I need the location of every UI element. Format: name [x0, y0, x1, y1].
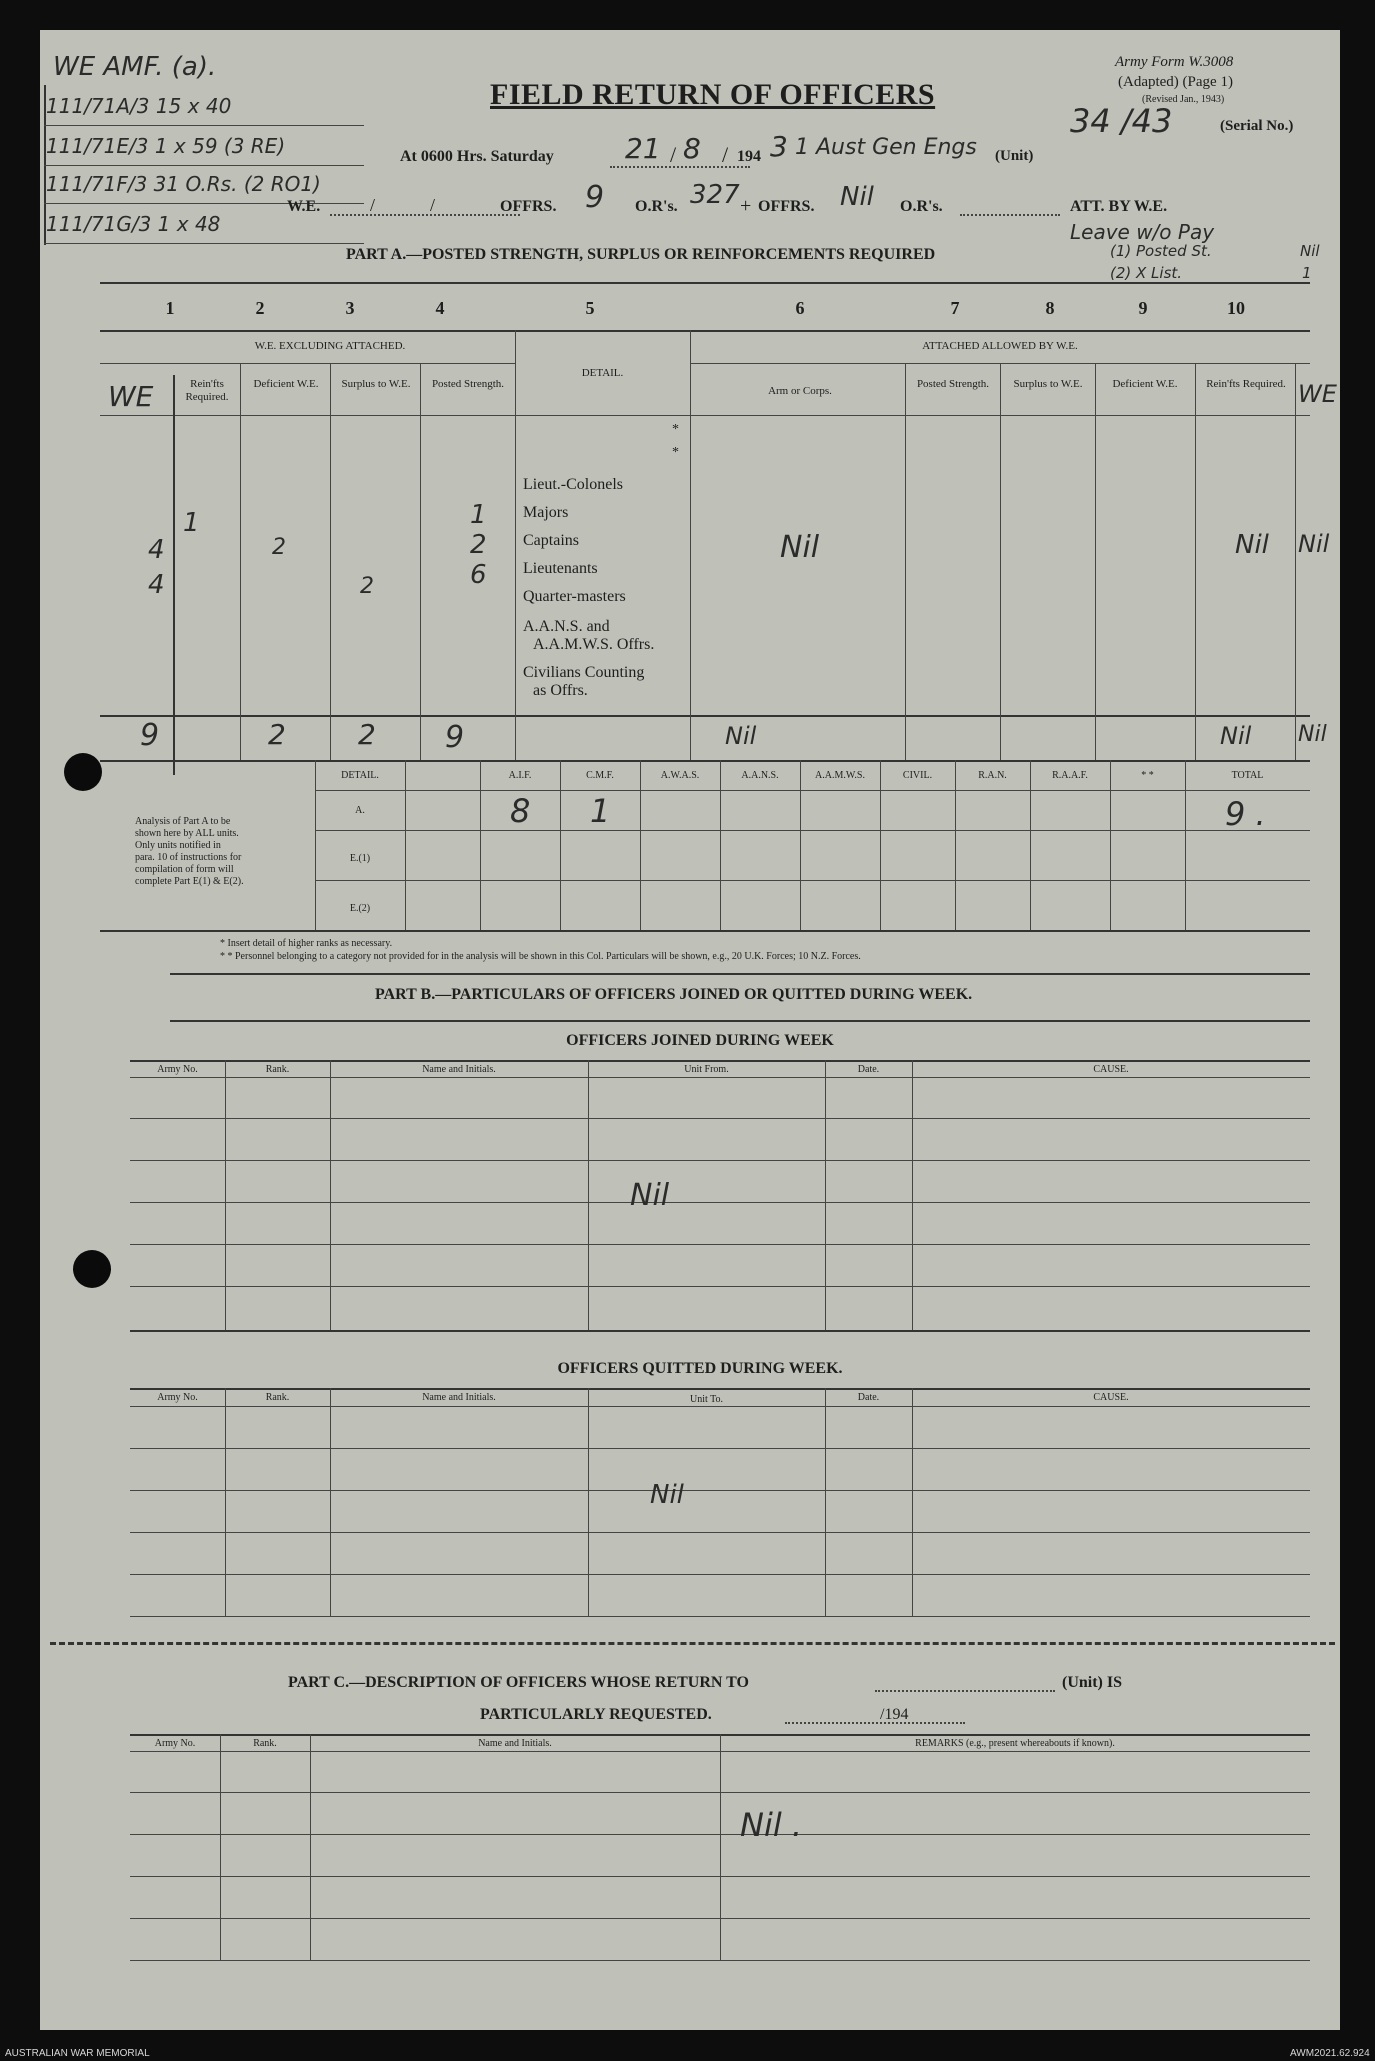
time-day-label: At 0600 Hrs. Saturday — [400, 148, 554, 165]
part-c-unit: (Unit) IS — [1062, 1674, 1123, 1691]
header-note-4: 111/71F/3 31 O.Rs. (2 RO1) — [46, 172, 321, 196]
analysis-header-aans: A.A.N.S. — [741, 770, 779, 781]
header-reinf-att: Rein'fts Required. — [1206, 378, 1286, 390]
punch-hole-top — [64, 753, 102, 791]
total-surplus: 2 — [358, 718, 376, 751]
total-deficient: 2 — [268, 718, 286, 751]
part-b-title: PART B.—PARTICULARS OF OFFICERS JOINED OR QUITTED DURING WEEK. — [375, 986, 973, 1003]
we-value-1: 1 — [183, 508, 200, 538]
far-right-value: Nil — [1298, 530, 1330, 558]
col-number-5: 5 — [585, 298, 595, 318]
joined-title: OFFICERS JOINED DURING WEEK — [566, 1032, 834, 1049]
col-number-3: 3 — [345, 298, 355, 318]
analysis-note-1: Analysis of Part A to be — [135, 816, 231, 827]
analysis-header-total: TOTAL — [1231, 770, 1264, 781]
footnote-1: * Insert detail of higher ranks as necessary. — [220, 938, 393, 949]
analysis-header-detail: DETAIL. — [341, 770, 379, 781]
part-c-header-remarks: REMARKS (e.g., present whereabouts if known). — [915, 1738, 1115, 1749]
quitted-header-rank: Rank. — [265, 1392, 290, 1403]
unit-label: (Unit) — [995, 148, 1034, 164]
joined-header-army-no: Army No. — [157, 1064, 198, 1075]
part-c-header-name: Name and Initials. — [478, 1738, 552, 1749]
analysis-header-aif: A.I.F. — [508, 770, 532, 781]
total-we: 9 — [140, 718, 160, 753]
col-number-2: 2 — [255, 298, 265, 318]
header-note-1: WE AMF. (a). — [53, 52, 217, 82]
analysis-note-3: Only units notified in — [135, 840, 221, 851]
analysis-header-other: * * — [1141, 770, 1154, 781]
total-posted: 9 — [445, 720, 465, 755]
page-title: FIELD RETURN OF OFFICERS — [490, 78, 936, 111]
part-c-header-army-no: Army No. — [154, 1738, 196, 1749]
footer-left: AUSTRALIAN WAR MEMORIAL — [5, 2048, 150, 2059]
part-a-side-one: 1 — [1302, 264, 1312, 282]
quitted-header-date: Date. — [857, 1392, 880, 1403]
form-sheet: WE AMF. (a). 111/71A/3 15 x 40 111/71E/3 1 x 59 (3 RE) 111/71F/3 31 O.Rs. (2 RO1) 111/71G/3 1 x 48 Army Form W.3008 (Adapted) (Page 1) (Revised Jan., 1943) 34 /43 (Serial No.) FIELD RETURN OF OFFICERS At 0600 Hrs. Saturday 21 / 8 / 194 3 1 Aust Gen Engs (Unit) W.E. / / OFFRS. 9 O.R's. 327 + OFFRS. Nil O.R's. ATT. BY W.E. Leave w/o Pay PART A.—POSTED STRENGTH, SURPLUS OR REINFORCEMENTS REQUIRED (1) Posted St. (2) X List. Nil 1 1 2 3 4 5 6 7 8 9 10 W.E. EXCLUDING ATTACHED. ATTACHED ALLOWED BY W.E. Rein'fts Required. Deficient W.E. Surplus to W.E. Posted Strength. DETAIL. Arm or Corps. Posted Strength. Surplus to W.E. Deficient W.E. Rein'fts Required. WE WE * * Lieut.-Colonels Majors Captains Lieutenants Quarter-masters A.A.N.S. and A.A.M.W.S. Offrs. Civilians Counting as Offrs. 1 4 4 2 2 1 2 6 Nil Nil Nil 9 2 2 9 Nil Nil Nil DETAIL. A.I.F. C.M.F. A.W.A.S. A.A.N.S. A.A.M.W.S. CIVIL. R.A.N. R.A.A.F. * * TOTAL A. E.(1) E.(2) 8 1 9 . Analysis of Part A to be shown here by ALL units. Only units notified in para. 10 of instructions for compilation of form will complete Part E(1) & E(2). * Insert detail of higher ranks as necessary. * * Personnel belonging to a category not provided for in the analysis will be shown in this Col. Particulars will be shown, e.g., 20 U.K. Forces; 10 N.Z. Forces. PART B.—PARTICULARS OF OFFICERS JOINED OR QUITTED DURING WEEK. OFFICERS JOINED DURING WEEK Army No. Rank. Name and Initials. Unit From. Date. CAUSE. Nil OFFICERS QUITTED DURING WEEK. Army No. Rank. Name and Initials. Unit To. Date. CAUSE. Nil PART C.—DESCRIPTION OF OFFICERS WHOSE RETURN TO (Unit) IS PARTICULARLY REQUESTED. /194 Army No. Rank. Name and Initials. REMARKS (e.g., present whereabouts if known). Nil . — [40, 30, 1340, 2030]
rank-aamws: A.A.M.W.S. Offrs. — [533, 636, 655, 653]
surplus-value: 2 — [360, 574, 374, 599]
col-number-4: 4 — [435, 298, 445, 318]
analysis-row-a: A. — [355, 805, 365, 816]
posted-value-2: 2 — [470, 530, 487, 560]
joined-header-rank: Rank. — [265, 1064, 290, 1075]
quitted-header-cause: CAUSE. — [1093, 1392, 1129, 1403]
header-reinf-required: Rein'fts Required. — [185, 378, 229, 403]
date-year-digit: 3 — [770, 130, 788, 163]
col-number-9: 9 — [1138, 298, 1148, 318]
arm-corps-value: Nil — [780, 530, 820, 565]
joined-header-date: Date. — [857, 1064, 880, 1075]
form-id-line2: (Adapted) (Page 1) — [1118, 74, 1233, 90]
rank-captains: Captains — [523, 532, 579, 549]
analysis-header-ran: R.A.N. — [978, 770, 1007, 781]
col-number-7: 7 — [950, 298, 960, 318]
header-deficient: Deficient W.E. — [253, 378, 319, 390]
deficient-value: 2 — [272, 535, 286, 560]
analysis-row-e2: E.(2) — [349, 903, 371, 914]
serial-label: (Serial No.) — [1220, 118, 1294, 134]
joined-header-unit-from: Unit From. — [684, 1064, 729, 1075]
part-c-nil: Nil . — [740, 1806, 803, 1844]
we-label: W.E. — [287, 198, 321, 215]
part-c-year: /194 — [880, 1706, 909, 1723]
col-number-1: 1 — [165, 298, 175, 318]
unit-handwritten: 1 Aust Gen Engs — [795, 135, 977, 160]
analysis-note-6: complete Part E(1) & E(2). — [135, 876, 244, 887]
total-arm: Nil — [725, 722, 757, 750]
part-c-header-rank: Rank. — [253, 1738, 277, 1749]
rank-civilians: Civilians Counting — [523, 664, 645, 681]
part-c-requested: PARTICULARLY REQUESTED. — [480, 1706, 712, 1723]
ors-value: 327 — [690, 180, 740, 210]
analysis-total-value: 9 . — [1225, 795, 1266, 833]
header-note-2: 111/71A/3 15 x 40 — [46, 94, 232, 118]
offrs-value: 9 — [585, 180, 605, 215]
total-reinf: Nil — [1220, 722, 1252, 750]
col-number-8: 8 — [1045, 298, 1055, 318]
part-a-side-note-1: (1) Posted St. — [1110, 242, 1212, 260]
posted-value-1: 1 — [470, 500, 487, 530]
header-arm-corps: Arm or Corps. — [768, 385, 832, 397]
we-hand-label-right: WE — [1298, 380, 1337, 408]
header-posted-att: Posted Strength. — [916, 378, 990, 390]
quitted-header-army-no: Army No. — [157, 1392, 198, 1403]
header-posted: Posted Strength. — [431, 378, 505, 390]
header-note-3: 111/71E/3 1 x 59 (3 RE) — [46, 134, 286, 158]
part-a-side-note-2: (2) X List. — [1110, 264, 1183, 282]
header-detail: DETAIL. — [581, 367, 624, 379]
rank-quarter-masters: Quarter-masters — [523, 588, 626, 605]
we-value-3: 4 — [148, 570, 165, 600]
analysis-note-2: shown here by ALL units. — [135, 828, 239, 839]
rank-majors: Majors — [523, 504, 569, 521]
rank-lieutenants: Lieutenants — [523, 560, 598, 577]
header-deficient-att: Deficient W.E. — [1112, 378, 1178, 390]
joined-header-name: Name and Initials. — [422, 1064, 496, 1075]
rank-aans: A.A.N.S. and — [523, 618, 610, 635]
detail-star-1: * — [672, 422, 679, 437]
analysis-header-civil: CIVIL. — [902, 770, 933, 781]
quitted-nil: Nil — [650, 1480, 684, 1510]
ors2-label: O.R's. — [900, 198, 943, 215]
punch-hole-bottom — [73, 1250, 111, 1288]
reinf-right-value: Nil — [1235, 530, 1269, 560]
date-year-prefix: 194 — [737, 148, 761, 165]
form-id-line1: Army Form W.3008 — [1115, 54, 1234, 70]
analysis-header-aamws: A.A.M.W.S. — [815, 770, 865, 781]
plus-sign: + — [740, 195, 752, 217]
analysis-cmf-value: 1 — [590, 792, 611, 830]
rank-lieut-colonels: Lieut.-Colonels — [523, 476, 623, 493]
analysis-row-e1: E.(1) — [349, 853, 371, 864]
ors-label: O.R's. — [635, 198, 678, 215]
footer-right: AWM2021.62.924 — [1290, 2048, 1370, 2059]
group-header-right: ATTACHED ALLOWED BY W.E. — [922, 340, 1078, 352]
analysis-note-4: para. 10 of instructions for — [135, 852, 242, 863]
rank-civilians-cont: as Offrs. — [533, 682, 588, 699]
group-header-left: W.E. EXCLUDING ATTACHED. — [254, 340, 406, 352]
detail-star-2: * — [672, 445, 679, 460]
form-id-line3: (Revised Jan., 1943) — [1142, 94, 1225, 105]
joined-header-cause: CAUSE. — [1093, 1064, 1129, 1075]
col-number-6: 6 — [795, 298, 805, 318]
analysis-aif-value: 8 — [510, 792, 531, 830]
we-hand-label: WE — [108, 380, 154, 413]
date-month: 8 — [683, 132, 701, 165]
analysis-note-5: compilation of form will — [135, 864, 234, 875]
analysis-header-raaf: R.A.A.F. — [1052, 770, 1088, 781]
offrs-label: OFFRS. — [500, 198, 557, 215]
total-far: Nil — [1298, 722, 1327, 747]
part-c-title: PART C.—DESCRIPTION OF OFFICERS WHOSE RETURN TO — [288, 1674, 749, 1691]
header-surplus-att: Surplus to W.E. — [1013, 378, 1083, 390]
footnote-2: * * Personnel belonging to a category not provided for in the analysis will be shown in this Col. Particulars will be shown, e.g., 20 U.K. Forces; 10 N.Z. Forces. — [220, 951, 861, 962]
quitted-title: OFFICERS QUITTED DURING WEEK. — [557, 1360, 843, 1377]
header-surplus: Surplus to W.E. — [341, 378, 411, 390]
we-value-2: 4 — [148, 535, 165, 565]
offrs2-value: Nil — [840, 182, 874, 212]
col-number-10: 10 — [1227, 298, 1245, 318]
header-note-5: 111/71G/3 1 x 48 — [46, 212, 221, 236]
analysis-header-awas: A.W.A.S. — [660, 770, 700, 781]
offrs2-label: OFFRS. — [758, 198, 815, 215]
part-a-side-nil: Nil — [1300, 242, 1320, 260]
analysis-header-cmf: C.M.F. — [586, 770, 614, 781]
serial-number: 34 /43 — [1070, 102, 1173, 140]
att-handwritten: Leave w/o Pay — [1070, 220, 1215, 244]
quitted-header-name: Name and Initials. — [422, 1392, 496, 1403]
quitted-header-unit-to: Unit To. — [689, 1394, 723, 1405]
joined-nil: Nil — [630, 1178, 670, 1213]
part-a-title: PART A.—POSTED STRENGTH, SURPLUS OR REINFORCEMENTS REQUIRED — [346, 246, 936, 263]
att-label: ATT. BY W.E. — [1070, 198, 1168, 215]
posted-value-3: 6 — [470, 560, 487, 590]
date-day: 21 — [625, 132, 661, 165]
